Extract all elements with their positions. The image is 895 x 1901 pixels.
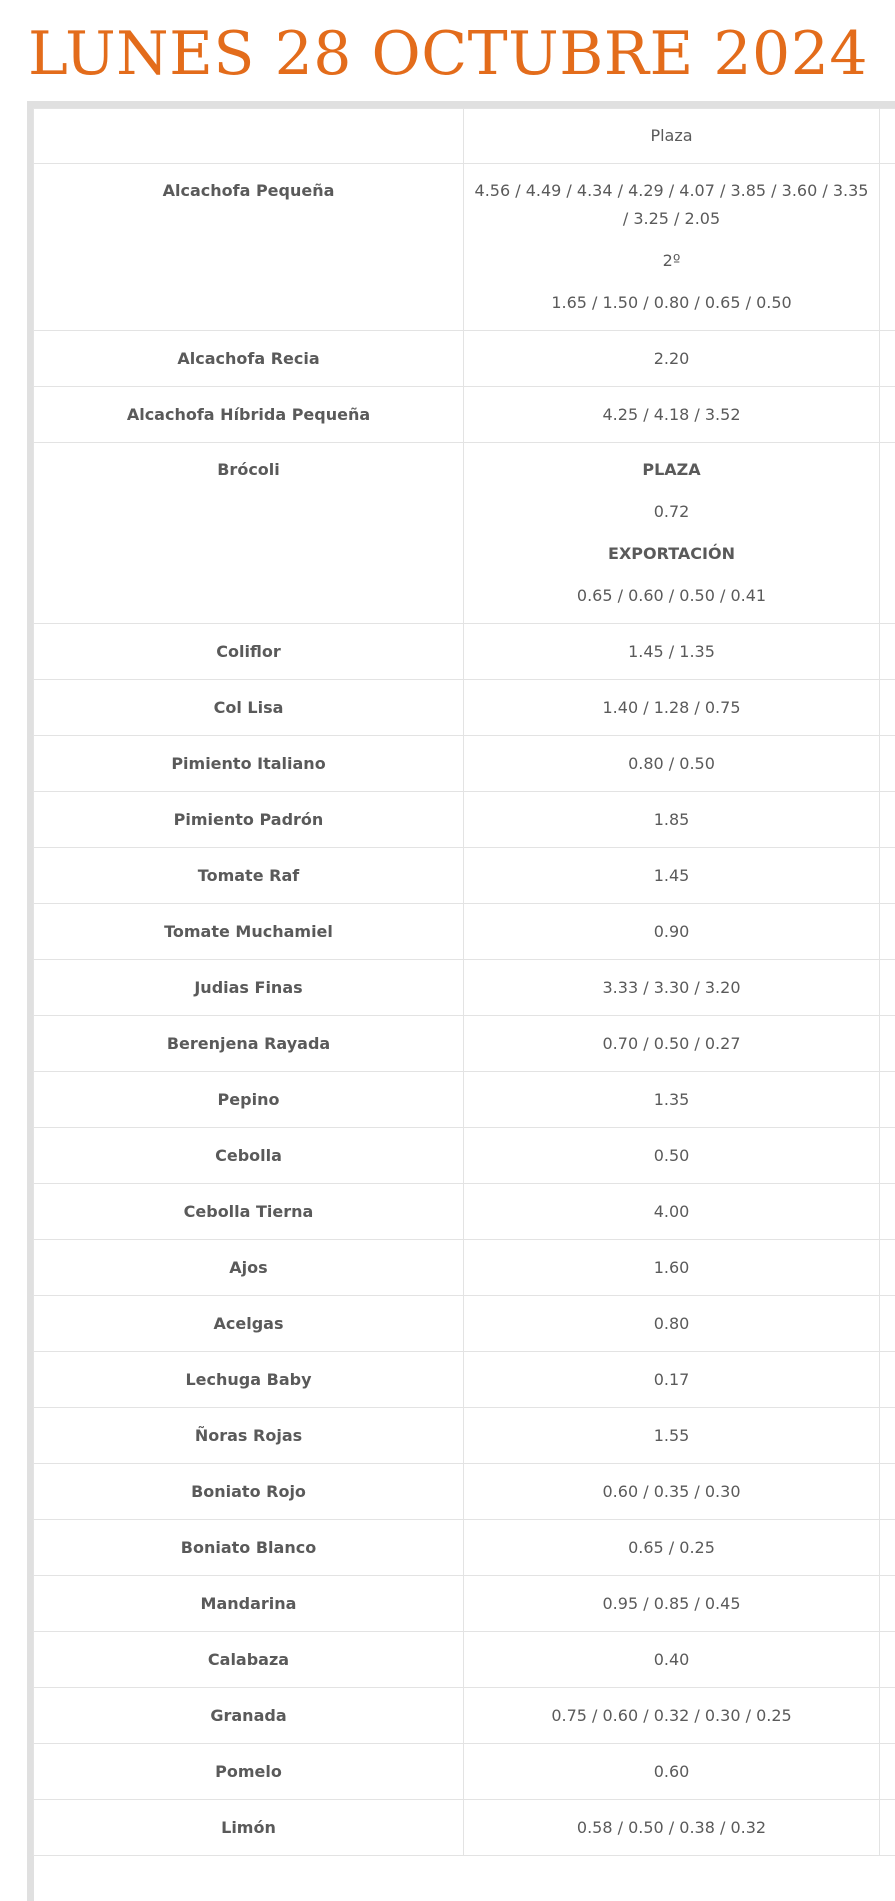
extra-cell <box>880 1184 895 1240</box>
table-row <box>34 680 895 736</box>
extra-cell <box>880 960 895 1016</box>
extra-cell <box>880 1016 895 1072</box>
table-row <box>34 1072 895 1128</box>
table-row <box>34 443 895 624</box>
page-title: LUNES 28 OCTUBRE 2024 <box>28 14 868 94</box>
product-name: Alcachofa Recia <box>34 331 464 387</box>
product-name: Cebolla <box>34 1128 464 1184</box>
table-row <box>34 960 895 1016</box>
table-row <box>34 736 895 792</box>
extra-cell <box>880 1576 895 1632</box>
product-name: Alcachofa Pequeña <box>34 164 464 331</box>
header-name-cell <box>34 109 464 164</box>
price-line: / 3.25 / 2.05 <box>464 205 879 233</box>
product-price: 1.40 / 1.28 / 0.75 <box>464 680 880 736</box>
extra-cell <box>880 1688 895 1744</box>
product-price: 1.60 <box>464 1240 880 1296</box>
header-plaza-cell: Plaza <box>464 109 880 164</box>
table-row <box>34 1688 895 1744</box>
product-name: Pimiento Padrón <box>34 792 464 848</box>
extra-cell <box>880 1128 895 1184</box>
product-price: 1.35 <box>464 1072 880 1128</box>
extra-cell <box>880 792 895 848</box>
product-name: Mandarina <box>34 1576 464 1632</box>
table-row <box>34 1296 895 1352</box>
table-row <box>34 1352 895 1408</box>
extra-cell <box>880 164 895 331</box>
price-line: 1.65 / 1.50 / 0.80 / 0.65 / 0.50 <box>464 289 879 317</box>
product-name: Alcachofa Híbrida Pequeña <box>34 387 464 443</box>
table-row <box>34 1800 895 1856</box>
product-price: 0.90 <box>464 904 880 960</box>
price-line: 0.65 / 0.60 / 0.50 / 0.41 <box>464 582 879 610</box>
extra-cell <box>880 1744 895 1800</box>
extra-cell <box>880 848 895 904</box>
price-line: 4.56 / 4.49 / 4.34 / 4.29 / 4.07 / 3.85 / 3.60 / 3.35 <box>464 177 879 205</box>
product-name: Judias Finas <box>34 960 464 1016</box>
market-label: EXPORTACIÓN <box>464 540 879 568</box>
product-name: Ñoras Rojas <box>34 1408 464 1464</box>
product-price: 1.55 <box>464 1408 880 1464</box>
product-prices <box>464 443 880 624</box>
grade-label: 2º <box>464 247 879 275</box>
extra-cell <box>880 443 895 624</box>
product-price: 0.80 <box>464 1296 880 1352</box>
extra-cell <box>880 904 895 960</box>
table-row <box>34 387 895 443</box>
product-name: Berenjena Rayada <box>34 1016 464 1072</box>
product-price: 0.95 / 0.85 / 0.45 <box>464 1576 880 1632</box>
extra-cell <box>880 1072 895 1128</box>
product-name: Ajos <box>34 1240 464 1296</box>
product-price: 4.00 <box>464 1184 880 1240</box>
extra-cell <box>880 624 895 680</box>
extra-cell <box>880 1800 895 1856</box>
extra-cell <box>880 387 895 443</box>
extra-cell <box>880 331 895 387</box>
product-name: Col Lisa <box>34 680 464 736</box>
price-line: 0.72 <box>464 498 879 526</box>
product-price: 0.60 <box>464 1744 880 1800</box>
extra-cell <box>880 1464 895 1520</box>
product-price: 0.17 <box>464 1352 880 1408</box>
extra-cell <box>880 680 895 736</box>
table-row <box>34 164 895 331</box>
extra-cell <box>880 1520 895 1576</box>
table-header-row <box>34 109 895 164</box>
product-price: 1.85 <box>464 792 880 848</box>
extra-cell <box>880 1296 895 1352</box>
product-name: Tomate Muchamiel <box>34 904 464 960</box>
table-row <box>34 624 895 680</box>
product-price: 0.50 <box>464 1128 880 1184</box>
table-row <box>34 331 895 387</box>
table-row <box>34 1016 895 1072</box>
product-name: Pomelo <box>34 1744 464 1800</box>
table-row <box>34 1520 895 1576</box>
product-name: Limón <box>34 1800 464 1856</box>
product-price: 1.45 / 1.35 <box>464 624 880 680</box>
product-price: 0.65 / 0.25 <box>464 1520 880 1576</box>
product-prices <box>464 164 880 331</box>
market-label: PLAZA <box>464 456 879 484</box>
table-row <box>34 848 895 904</box>
price-table <box>33 108 895 1856</box>
table-row <box>34 1240 895 1296</box>
table-row <box>34 1464 895 1520</box>
product-name: Coliflor <box>34 624 464 680</box>
extra-cell <box>880 1632 895 1688</box>
product-price: 1.45 <box>464 848 880 904</box>
product-name: Acelgas <box>34 1296 464 1352</box>
product-price: 2.20 <box>464 331 880 387</box>
product-name: Pepino <box>34 1072 464 1128</box>
product-name: Lechuga Baby <box>34 1352 464 1408</box>
table-row <box>34 1632 895 1688</box>
table-row <box>34 792 895 848</box>
table-row <box>34 1576 895 1632</box>
table-row <box>34 1184 895 1240</box>
product-name: Boniato Rojo <box>34 1464 464 1520</box>
product-name: Tomate Raf <box>34 848 464 904</box>
product-price: 3.33 / 3.30 / 3.20 <box>464 960 880 1016</box>
product-price: 0.80 / 0.50 <box>464 736 880 792</box>
product-price: 0.40 <box>464 1632 880 1688</box>
product-name: Pimiento Italiano <box>34 736 464 792</box>
product-price: 0.75 / 0.60 / 0.32 / 0.30 / 0.25 <box>464 1688 880 1744</box>
product-price: 0.60 / 0.35 / 0.30 <box>464 1464 880 1520</box>
table-row <box>34 1408 895 1464</box>
table-row <box>34 904 895 960</box>
product-price: 4.25 / 4.18 / 3.52 <box>464 387 880 443</box>
table-row <box>34 1744 895 1800</box>
table-row <box>34 1128 895 1184</box>
product-name: Granada <box>34 1688 464 1744</box>
product-name: Boniato Blanco <box>34 1520 464 1576</box>
product-name: Calabaza <box>34 1632 464 1688</box>
extra-cell <box>880 1352 895 1408</box>
product-price: 0.58 / 0.50 / 0.38 / 0.32 <box>464 1800 880 1856</box>
product-price: 0.70 / 0.50 / 0.27 <box>464 1016 880 1072</box>
extra-cell <box>880 1408 895 1464</box>
header-extra-cell <box>880 109 895 164</box>
extra-cell <box>880 1240 895 1296</box>
product-name: Cebolla Tierna <box>34 1184 464 1240</box>
extra-cell <box>880 736 895 792</box>
product-name: Brócoli <box>34 443 464 624</box>
